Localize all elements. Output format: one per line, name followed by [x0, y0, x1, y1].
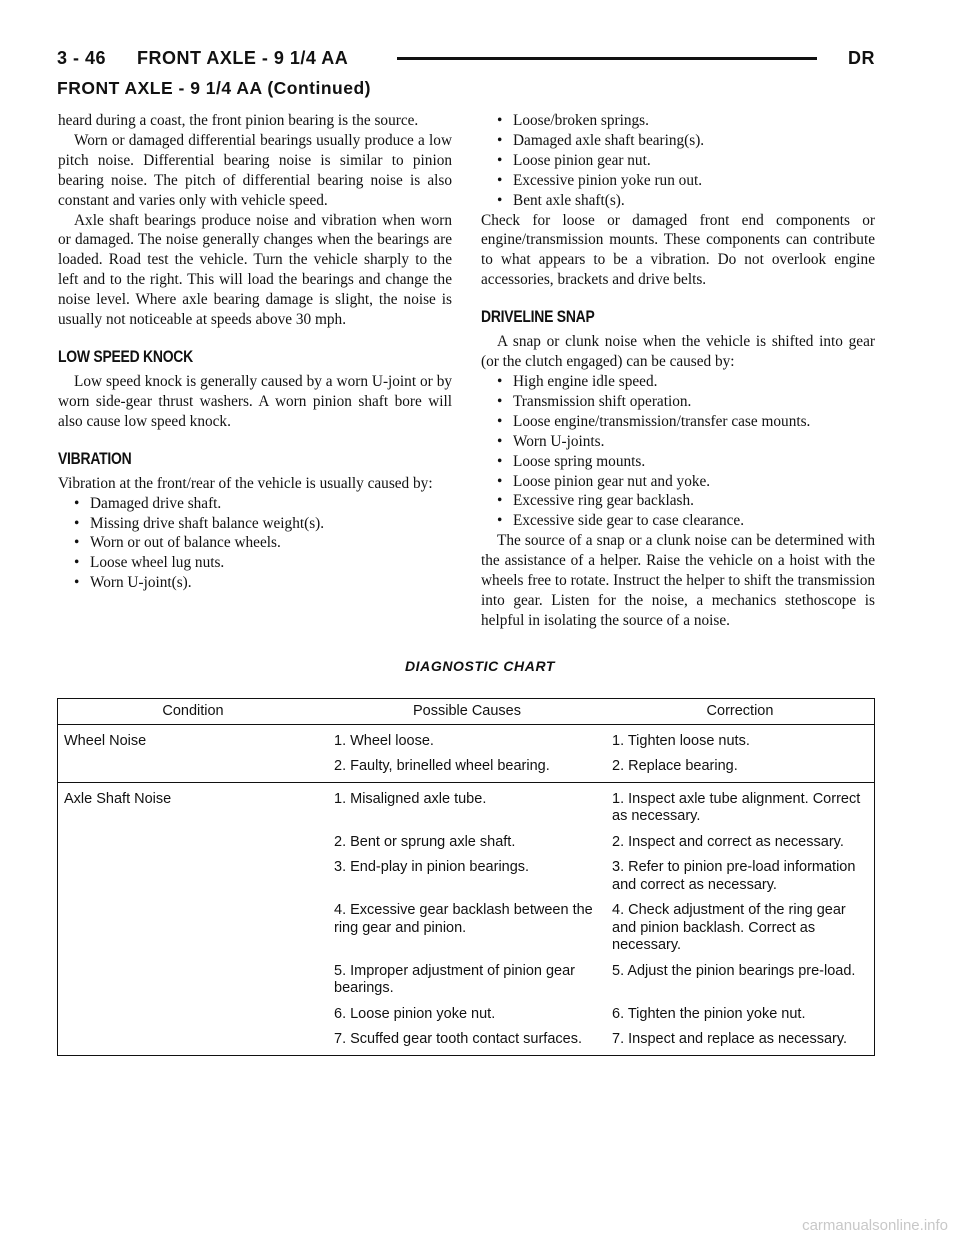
- bullet-icon: •: [497, 512, 503, 530]
- watermark-logo: [700, 1214, 950, 1236]
- list-item: • Excessive side gear to case clearance.: [497, 512, 745, 530]
- bullet-icon: •: [497, 372, 503, 390]
- table-row: [58, 900, 875, 961]
- paragraph: Axle shaft bearings produce noise and vibration when worn or damaged. The noise generally changes when the bearings are loaded. Road test the vehicle. Turn the vehicle sharply to the left and to the right. This will load the bearings and change the noise level. Where axle bearing damage is slight, the noise is usually not noticeable at speeds above 30 mph.: [58, 211, 452, 329]
- bullet-icon: •: [74, 494, 80, 512]
- table-row: [58, 832, 875, 858]
- bullet-icon: •: [74, 554, 80, 572]
- section-title: FRONT AXLE - 9 1/4 AA: [137, 48, 349, 68]
- bullet-icon: •: [497, 432, 503, 450]
- list-item: • Excessive pinion yoke run out.: [497, 171, 703, 189]
- correction-cell: 1. Inspect axle tube alignment. Correct as necessary.: [612, 790, 861, 824]
- bullet-icon: •: [497, 191, 503, 209]
- diagnostic-chart-table: [57, 698, 875, 1056]
- table-row: [58, 782, 875, 832]
- condition-cell: [58, 857, 329, 900]
- section-heading: DRIVELINE SNAP: [481, 307, 595, 327]
- bullet-icon: •: [497, 392, 503, 410]
- bullet-list: [481, 372, 875, 531]
- list-item: • Loose engine/transmission/transfer case mounts.: [497, 412, 811, 430]
- cause-cell: 2. Bent or sprung axle shaft.: [334, 833, 516, 850]
- cause-cell: 2. Faulty, brinelled wheel bearing.: [328, 756, 606, 782]
- bullet-icon: •: [497, 131, 503, 149]
- column-header: Condition: [58, 699, 329, 725]
- correction-cell: 1. Tighten loose nuts.: [612, 732, 750, 749]
- condition-cell: Wheel Noise: [64, 732, 147, 749]
- list-item: • Damaged drive shaft.: [74, 494, 222, 512]
- list-item: • High engine idle speed.: [497, 372, 658, 390]
- cause-cell: 1. Misaligned axle tube.: [334, 790, 487, 807]
- condition-cell: [58, 756, 329, 782]
- paragraph: A snap or clunk noise when the vehicle is shifted into gear (or the clutch engaged) can be caused by:: [481, 333, 875, 371]
- cause-cell: 5. Improper adjustment of pinion gear bearings.: [334, 962, 575, 996]
- table-row: [58, 961, 875, 1004]
- bullet-icon: •: [74, 574, 80, 592]
- correction-cell: 6. Tighten the pinion yoke nut.: [612, 1005, 806, 1022]
- svg-text:carmanualsonline.info: carmanualsonline.info: [802, 1217, 948, 1234]
- condition-cell: [58, 961, 329, 1004]
- header-rule: [397, 57, 817, 60]
- bullet-icon: •: [497, 112, 503, 129]
- column-header: Correction: [606, 699, 875, 725]
- table-row: [58, 724, 875, 756]
- chart-title: DIAGNOSTIC CHART: [404, 658, 556, 674]
- page-number: 3 - 46: [57, 48, 107, 68]
- cause-cell: 7. Scuffed gear tooth contact surfaces.: [334, 1031, 582, 1047]
- paragraph: heard during a coast, the front pinion bearing is the source.: [58, 112, 419, 129]
- left-column: [58, 111, 452, 593]
- condition-cell: [58, 832, 329, 858]
- cause-cell: 3. End-play in pinion bearings.: [334, 859, 530, 875]
- column-header: Possible Causes: [328, 699, 606, 725]
- paragraph: The source of a snap or a clunk noise can be determined with the assistance of a helper. Raise the vehicle on a hoist with the wheels free to rotate. Instruct the helper to shift the transmission into gear. Listen for the noise, a mechanics stethoscope is helpful in isolating the source of a noise.: [481, 532, 875, 629]
- bullet-icon: •: [497, 472, 503, 490]
- condition-cell: Axle Shaft Noise: [64, 790, 172, 807]
- bullet-list: [58, 494, 452, 594]
- table-header-row: [58, 699, 875, 725]
- list-item: • Loose/broken springs.: [497, 112, 649, 129]
- correction-cell: 7. Inspect and replace as necessary.: [612, 1031, 848, 1047]
- list-item: • Worn U-joint(s).: [74, 574, 192, 592]
- table-row: [58, 1029, 875, 1055]
- table-row: [58, 1004, 875, 1030]
- right-column: [481, 111, 875, 631]
- section-heading: LOW SPEED KNOCK: [58, 346, 193, 366]
- paragraph: Vibration at the front/rear of the vehicle is usually caused by:: [58, 474, 433, 492]
- table-row: [58, 756, 875, 782]
- condition-cell: [58, 1029, 329, 1055]
- bullet-icon: •: [74, 514, 80, 532]
- continued-title: FRONT AXLE - 9 1/4 AA (Continued): [57, 78, 371, 98]
- bullet-icon: •: [497, 171, 503, 189]
- paragraph: Check for loose or damaged front end components or engine/transmission mounts. These components can contribute to what appears to be a vibration. Do not overlook engine accessories, brackets and drive belts.: [481, 211, 875, 289]
- list-item: • Excessive ring gear backlash.: [497, 492, 694, 510]
- list-item: • Loose pinion gear nut.: [497, 151, 651, 169]
- cause-cell: 6. Loose pinion yoke nut.: [334, 1005, 496, 1022]
- table-row: [58, 857, 875, 900]
- cause-cell: 4. Excessive gear backlash between the ring gear and pinion.: [334, 902, 593, 936]
- paragraph: Low speed knock is generally caused by a worn U-joint or by worn side-gear thrust washers. A worn pinion shaft bore will also cause low speed knock.: [58, 372, 452, 430]
- correction-cell: 2. Inspect and correct as necessary.: [612, 833, 844, 850]
- list-item: • Loose wheel lug nuts.: [74, 554, 225, 572]
- condition-cell: [58, 900, 329, 961]
- bullet-icon: •: [74, 534, 80, 552]
- model-code: DR: [848, 48, 875, 68]
- running-header: [57, 46, 875, 76]
- section-heading: VIBRATION: [58, 448, 132, 468]
- bullet-icon: •: [497, 151, 503, 169]
- cause-cell: 1. Wheel loose.: [334, 732, 434, 749]
- bullet-icon: •: [497, 412, 503, 430]
- condition-cell: [58, 1004, 329, 1030]
- paragraph: Worn or damaged differential bearings usually produce a low pitch noise. Differential bearing noise is similar to pinion bearing noise. The pitch of differential bearing noise is also constant and varies only with vehicle speed.: [58, 131, 452, 209]
- bullet-list: [481, 111, 875, 211]
- correction-cell: 4. Check adjustment of the ring gear and pinion backlash. Correct as necessary.: [612, 902, 846, 953]
- correction-cell: 5. Adjust the pinion bearings pre-load.: [612, 962, 856, 979]
- list-item: • Loose pinion gear nut and yoke.: [497, 472, 711, 490]
- list-item: • Worn U-joints.: [497, 432, 605, 450]
- bullet-icon: •: [497, 452, 503, 470]
- bullet-icon: •: [497, 492, 503, 510]
- list-item: • Bent axle shaft(s).: [497, 191, 625, 209]
- correction-cell: 3. Refer to pinion pre-load information and correct as necessary.: [612, 859, 856, 893]
- list-item: • Transmission shift operation.: [497, 392, 692, 410]
- correction-cell: 2. Replace bearing.: [606, 756, 875, 782]
- list-item: • Loose spring mounts.: [497, 452, 646, 470]
- list-item: • Missing drive shaft balance weight(s).: [74, 514, 325, 532]
- list-item: • Worn or out of balance wheels.: [74, 534, 281, 552]
- list-item: • Damaged axle shaft bearing(s).: [497, 131, 705, 149]
